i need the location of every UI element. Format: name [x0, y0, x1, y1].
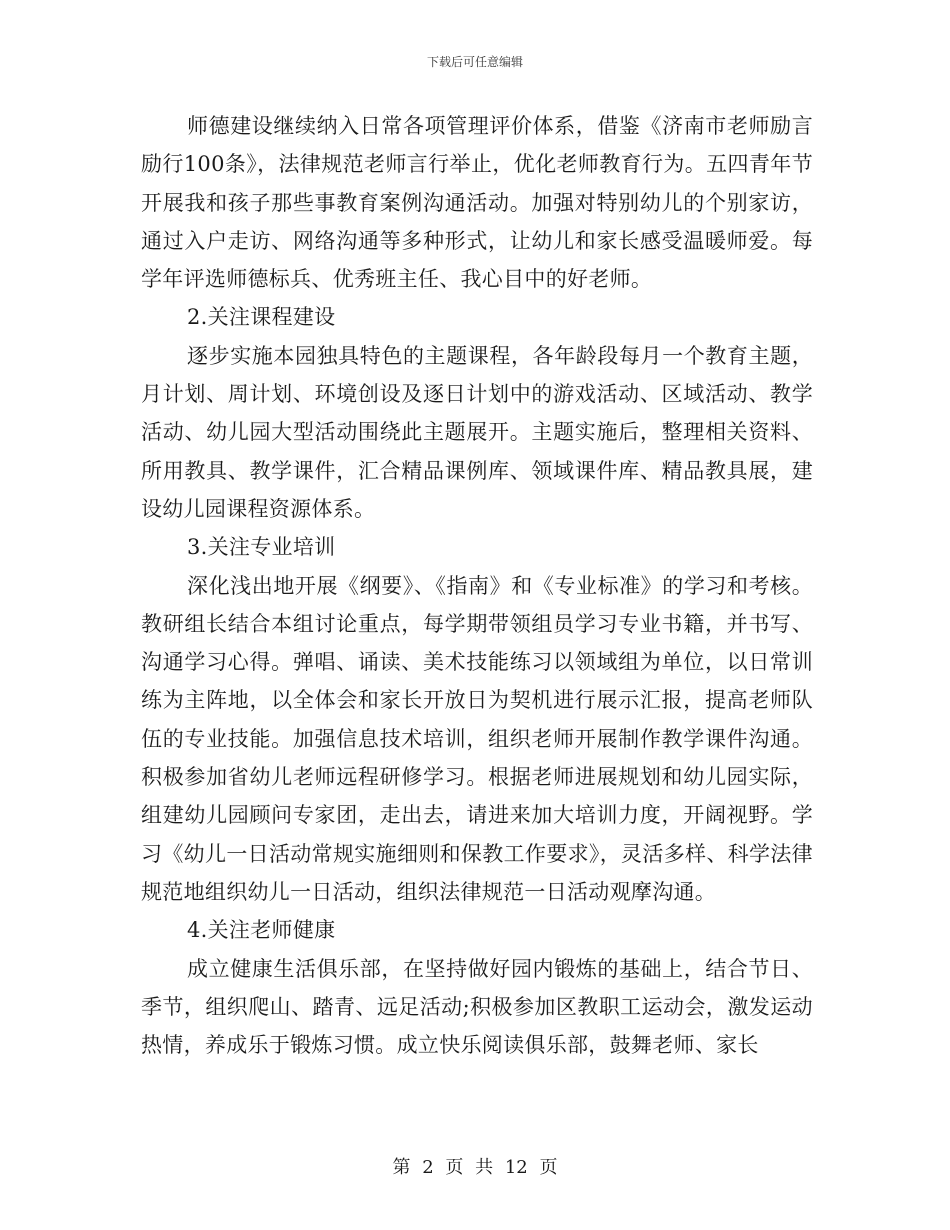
heading-curriculum: 2.关注课程建设	[187, 305, 336, 330]
page-number: 第 2 页 共 12 页	[392, 1157, 558, 1178]
paragraph-health: 成立健康生活俱乐部，在坚持做好园内锻炼的基础上，结合节日、季节，组织爬山、踏青、远足活动;积极参加区教职工运动会，激发运动热情，养成乐于锻炼习惯。成立快乐阅读俱乐部，鼓舞老师、家长	[141, 956, 813, 1058]
heading-training: 3.关注专业培训	[187, 535, 336, 560]
paragraph-curriculum: 逐步实施本园独具特色的主题课程，各年龄段每月一个教育主题，月计划、周计划、环境创设及逐日计划中的游戏活动、区域活动、教学活动、幼儿园大型活动围绕此主题展开。主题实施后，整理相关资料、所用教具、教学课件，汇合精品课例库、领域课件库、精品教具展，建设幼儿园课程资源体系。	[141, 343, 813, 521]
paragraph-teacher-ethics: 师德建设继续纳入日常各项管理评价体系，借鉴《济南市老师励言励行100条》，法律规范老师言行举止，优化老师教育行为。五四青年节开展我和孩子那些事教育案例沟通活动。加强对特别幼儿的个别家访，通过入户走访、网络沟通等多种形式，让幼儿和家长感受温暖师爱。每学年评选师德标兵、优秀班主任、我心目中的好老师。	[141, 114, 813, 292]
page-header: 下载后可任意编辑	[426, 55, 523, 69]
paragraph-training: 深化浅出地开展《纲要》、《指南》和《专业标准》的学习和考核。教研组长结合本组讨论重点，每学期带领组员学习专业书籍，并书写、沟通学习心得。弹唱、诵读、美术技能练习以领域组为单位，以日常训练为主阵地，以全体会和家长开放日为契机进行展示汇报，提高老师队伍的专业技能。加强信息技术培训，组织老师开展制作教学课件沟通。积极参加省幼儿老师远程研修学习。根据老师进展规划和幼儿园实际，组建幼儿园顾问专家团，走出去，请进来加大培训力度，开阔视野。学习《幼儿一日活动常规实施细则和保教工作要求》，灵活多样、科学法律规范地组织幼儿一日活动，组织法律规范一日活动观摩沟通。	[141, 573, 813, 904]
document-body	[141, 107, 813, 1064]
heading-health: 4.关注老师健康	[187, 918, 336, 943]
